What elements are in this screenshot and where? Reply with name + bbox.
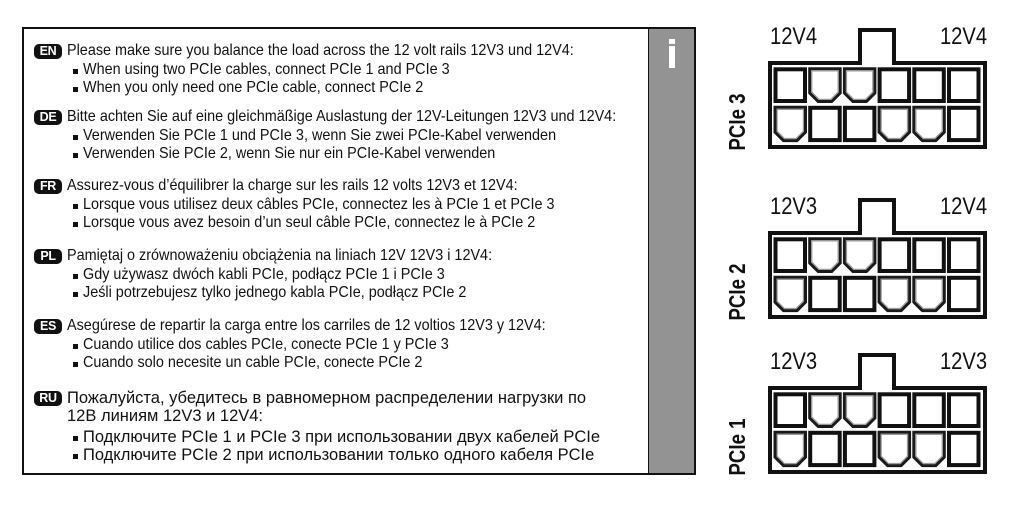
- pin-top-6-square: [949, 69, 979, 101]
- bullet-icon: [73, 87, 78, 92]
- language-badge-es: ES: [34, 319, 62, 334]
- rail-label-right: 12V4: [939, 193, 987, 221]
- instruction-text-label: 12В линиям 12V3 и 12V4:: [67, 407, 264, 425]
- instruction-text-label: Please make sure you balance the load across the 12 volt rails 12V3 und 12V4:: [67, 42, 574, 59]
- instruction-text: [67, 108, 677, 126]
- bullet-icon: [73, 153, 78, 158]
- pin-top-3-chamfer: [844, 239, 875, 272]
- connector-pcie1: [723, 348, 987, 475]
- section-pl: [0, 247, 640, 323]
- pin-bottom-6-square: [949, 108, 979, 140]
- bullet-item-label: Verwenden Sie PCIe 2, wenn Sie nur ein PCIe-Kabel verwenden: [83, 145, 496, 162]
- section-ru: [0, 389, 640, 465]
- bullet-item-label: When using two PCIe cables, connect PCIe 1 and PCIe 3: [83, 61, 450, 78]
- instruction-text: [67, 317, 599, 335]
- info-icon: [649, 29, 695, 89]
- pin-top-6-square: [949, 394, 979, 426]
- pin-bottom-4-chamfer: [879, 432, 910, 465]
- language-badge-de: DE: [34, 110, 62, 125]
- section-fr: [0, 177, 640, 253]
- language-badge-pl: PL: [34, 249, 62, 264]
- bullet-item-label: Cuando utilice dos cables PCIe, conecte PCIe 1 y PCIe 3: [83, 336, 449, 353]
- pin-bottom-3-square: [845, 433, 875, 465]
- section-es: [0, 317, 640, 393]
- pin-bottom-5-chamfer: [914, 277, 945, 310]
- pin-top-4-square: [880, 239, 910, 271]
- pin-top-1-square: [776, 69, 806, 101]
- bullet-item: [83, 336, 489, 354]
- instruction-text-line2: [67, 407, 263, 425]
- pin-bottom-4-chamfer: [879, 277, 910, 310]
- instruction-text: [67, 177, 568, 195]
- bullet-icon: [73, 454, 78, 459]
- pin-bottom-4-chamfer: [879, 107, 910, 140]
- bullet-item: [83, 266, 485, 284]
- pin-top-2-chamfer: [810, 394, 841, 427]
- pin-top-5-square: [914, 69, 944, 101]
- pin-top-2-chamfer: [810, 69, 841, 102]
- pin-bottom-5-chamfer: [914, 432, 945, 465]
- bullet-item: [83, 145, 541, 163]
- instruction-text: [67, 42, 630, 60]
- bullet-icon: [73, 135, 78, 140]
- bullet-item: [83, 61, 490, 79]
- pin-bottom-3-square: [845, 278, 875, 310]
- pin-bottom-1-chamfer: [775, 432, 806, 465]
- bullet-item: [83, 284, 509, 302]
- bullet-icon: [73, 292, 78, 297]
- pin-bottom-6-square: [949, 278, 979, 310]
- instruction-text-label: Asegúrese de repartir la carga entre los carriles de 12 voltios 12V3 y 12V4:: [67, 317, 546, 334]
- bullet-icon: [73, 362, 78, 367]
- instruction-text-label: Bitte achten Sie auf eine gleichmäßige Auslastung der 12V-Leitungen 12V3 und 12V4:: [67, 108, 617, 125]
- bullet-item-label: Lorsque vous utilisez deux câbles PCIe, connectez les à PCIe 1 et PCIe 3: [83, 196, 555, 213]
- pin-bottom-2-square: [810, 278, 840, 310]
- rail-label-left: 12V3: [770, 193, 818, 221]
- rail-label-left: 12V3: [770, 348, 818, 376]
- bullet-item-label: Jeśli potrzebujesz tylko jednego kabla PCIe, podłącz PCIe 2: [83, 284, 467, 301]
- instruction-text-label: Assurez-vous d’équilibrer la charge sur les rails 12 volts 12V3 et 12V4:: [67, 177, 518, 194]
- bullet-item-label: Cuando solo necesite un cable PCIe, conecte PCIe 2: [83, 354, 423, 371]
- language-badge-en: EN: [34, 44, 62, 59]
- info-icon-dot: [669, 39, 675, 44]
- bullet-item: [83, 214, 586, 232]
- bullet-item: [83, 354, 460, 372]
- pin-top-4-square: [880, 394, 910, 426]
- pin-top-6-square: [949, 239, 979, 271]
- bullet-icon: [73, 436, 78, 441]
- bullet-icon: [73, 69, 78, 74]
- instruction-text: [67, 247, 539, 265]
- instruction-text-label: Пожалуйста, убедитесь в равномерном распределении нагрузки по: [67, 389, 587, 407]
- info-icon-stem: [669, 46, 675, 68]
- pin-bottom-2-square: [810, 433, 840, 465]
- bullet-item-label: Verwenden Sie PCIe 1 und PCIe 3, wenn Sie zwei PCIe-Kabel verwenden: [83, 127, 557, 144]
- bullet-icon: [73, 204, 78, 209]
- connector-pcie3: [723, 23, 987, 150]
- language-badge-ru: RU: [34, 391, 62, 406]
- bullet-icon: [73, 222, 78, 227]
- rail-label-right: 12V3: [939, 348, 987, 376]
- info-strip: [648, 29, 694, 473]
- pin-bottom-1-chamfer: [775, 277, 806, 310]
- bullet-icon: [73, 344, 78, 349]
- bullet-item: [83, 428, 600, 446]
- connector-label: PCIe 2: [723, 263, 750, 320]
- pin-top-2-chamfer: [810, 239, 841, 272]
- bullet-item-label: Lorsque vous avez besoin d’un seul câble PCIe, connectez le à PCIe 2: [83, 214, 536, 231]
- bullet-item: [83, 196, 607, 214]
- connector-pcie2: [723, 193, 987, 320]
- bullet-item: [83, 79, 461, 97]
- pin-top-1-square: [776, 239, 806, 271]
- bullet-item: [83, 446, 594, 464]
- pin-top-1-square: [776, 394, 806, 426]
- pin-bottom-5-chamfer: [914, 107, 945, 140]
- instruction-text-label: Pamiętaj o zrównoważeniu obciążenia na liniach 12V 12V3 i 12V4:: [67, 247, 493, 264]
- connector-label: PCIe 3: [723, 93, 750, 150]
- pin-top-3-chamfer: [844, 69, 875, 102]
- pin-top-3-chamfer: [844, 394, 875, 427]
- rail-label-left: 12V4: [770, 23, 818, 51]
- pin-bottom-2-square: [810, 108, 840, 140]
- section-de: [0, 108, 640, 184]
- pin-top-4-square: [880, 69, 910, 101]
- pin-bottom-3-square: [845, 108, 875, 140]
- bullet-item-label: Подключите PCIe 1 и PCIe 3 при использовании двух кабелей PCIe: [83, 428, 600, 446]
- pin-top-5-square: [914, 394, 944, 426]
- rail-label-right: 12V4: [939, 23, 987, 51]
- bullet-item: [83, 127, 609, 145]
- bullet-icon: [73, 274, 78, 279]
- section-en: [0, 42, 640, 118]
- language-badge-fr: FR: [34, 179, 62, 194]
- bullet-item-label: Gdy używasz dwóch kabli PCIe, podłącz PCIe 1 i PCIe 3: [83, 266, 445, 283]
- instruction-text: [67, 389, 586, 407]
- bullet-item-label: When you only need one PCIe cable, connect PCIe 2: [83, 79, 424, 96]
- pin-top-5-square: [914, 239, 944, 271]
- bullet-item-label: Подключите PCIe 2 при использовании только одного кабеля PCIe: [83, 446, 595, 464]
- pin-bottom-1-chamfer: [775, 107, 806, 140]
- connector-label: PCIe 1: [723, 418, 750, 475]
- pin-bottom-6-square: [949, 433, 979, 465]
